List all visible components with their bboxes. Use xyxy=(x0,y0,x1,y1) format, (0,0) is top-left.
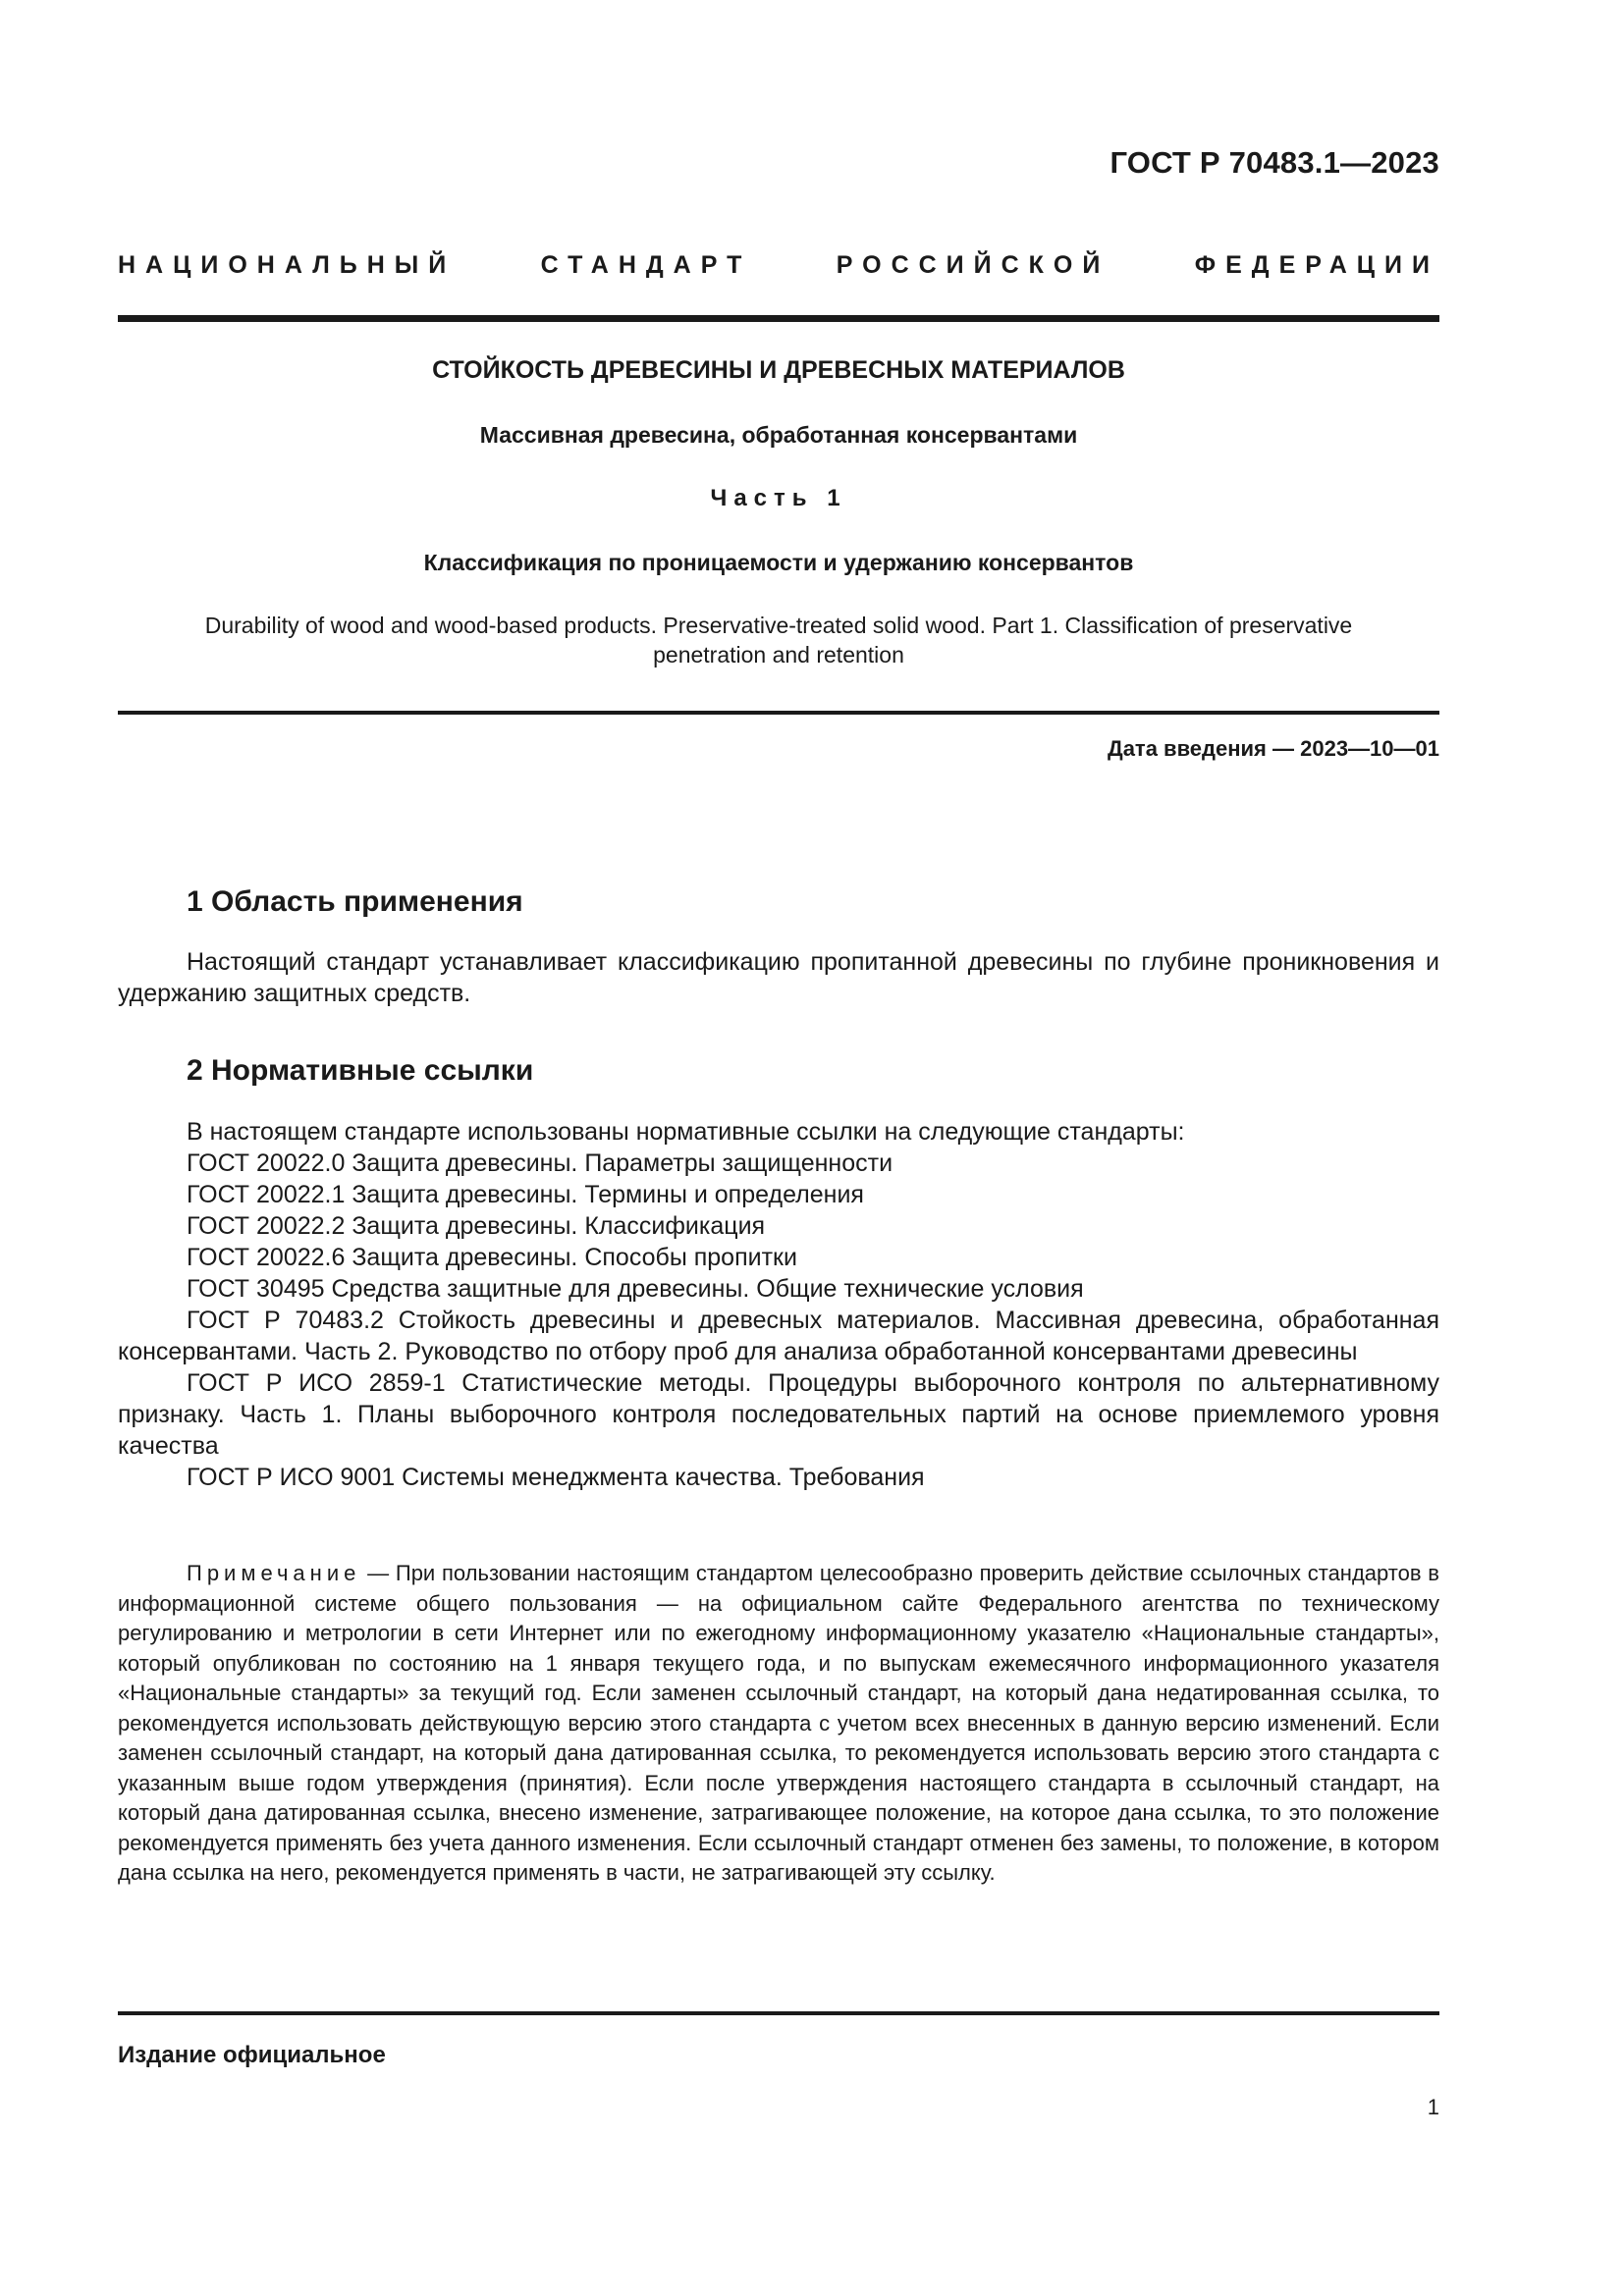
section-1-text: Настоящий стандарт устанавливает классификацию пропитанной древесины по глубине проникновения и удержанию защитных средств. xyxy=(118,948,1439,1007)
reference-item: ГОСТ 20022.2 Защита древесины. Классификация xyxy=(187,1212,766,1240)
reference-item: ГОСТ Р ИСО 9001 Системы менеджмента качества. Требования xyxy=(187,1464,925,1491)
official-edition: Издание официальное xyxy=(118,2042,386,2068)
note-text: — При пользовании настоящим стандартом целесообразно проверить действие ссылочных стандартов в информационной системе общего пользования — на официальном сайте Федерального агентства по техническому регулированию и метрологии в сети Интернет или по ежегодному информационному указателю «Национальные стандарты», который опубликован по состоянию на 1 января текущего года, и по выпускам ежемесячного информационного указателя «Национальные стандарты» за текущий год. Если заменен ссылочный стандарт, на который дана недатированная ссылка, то рекомендуется использовать действующую версию этого стандарта с учетом всех внесенных в данную версию изменений. Если заменен ссылочный стандарт, на который дана датированная ссылка, то рекомендуется использовать версию этого стандарта с указанным выше годом утверждения (принятия). Если после утверждения настоящего стандарта в ссылочный стандарт, на который дана датированная ссылка, внесено изменение, затрагивающее положение, на которое дана ссылка, то это положение рекомендуется применять без учета данного изменения. Если ссылочный стандарт отменен без замены, то положение, в котором дана ссылка на него, рекомендуется применять в части, не затрагивающей эту ссылку. xyxy=(118,1561,1439,1885)
title-rule xyxy=(118,711,1439,715)
title-subtitle: Массивная древесина, обработанная консервантами xyxy=(479,422,1078,448)
reference-item: ГОСТ Р 70483.2 Стойкость древесины и древесных материалов. Массивная древесина, обработанная консервантами. Часть 2. Руководство по отбору проб для анализа обработанной консервантами древесины xyxy=(118,1307,1439,1365)
national-standard-header: НАЦИОНАЛЬНЫЙ СТАНДАРТ РОССИЙСКОЙ ФЕДЕРАЦИИ xyxy=(118,251,1439,279)
title-part: Часть 1 xyxy=(710,485,847,511)
footer-rule xyxy=(118,2011,1439,2015)
reference-item: ГОСТ Р ИСО 2859-1 Статистические методы. Процедуры выборочного контроля по альтернативному признаку. Часть 1. Планы выборочного контроля последовательных партий на основе приемлемого уровня качества xyxy=(118,1369,1439,1460)
header-rule xyxy=(118,315,1439,322)
references-note xyxy=(118,1559,1439,1889)
title-main: СТОЙКОСТЬ ДРЕВЕСИНЫ И ДРЕВЕСНЫХ МАТЕРИАЛОВ xyxy=(432,356,1125,384)
document-code: ГОСТ Р 70483.1—2023 xyxy=(1110,145,1439,180)
references-intro: В настоящем стандарте использованы нормативные ссылки на следующие стандарты: xyxy=(187,1118,1185,1146)
title-classification: Классификация по проницаемости и удержанию консервантов xyxy=(423,550,1134,575)
reference-item: ГОСТ 20022.1 Защита древесины. Термины и определения xyxy=(187,1181,864,1208)
page-number: 1 xyxy=(1427,2095,1439,2119)
note-label: Примечание xyxy=(187,1561,361,1585)
title-english: Durability of wood and wood-based products. Preservative-treated solid wood. Part 1. Classification of preservative penetration and retention xyxy=(204,613,1353,667)
reference-item: ГОСТ 30495 Средства защитные для древесины. Общие технические условия xyxy=(187,1275,1084,1303)
reference-item: ГОСТ 20022.6 Защита древесины. Способы пропитки xyxy=(187,1244,797,1271)
section-1-title: 1 Область применения xyxy=(187,885,523,918)
section-2-title: 2 Нормативные ссылки xyxy=(187,1054,534,1087)
references-block xyxy=(118,1116,1439,1493)
introduction-date: Дата введения — 2023—10—01 xyxy=(1108,736,1439,761)
reference-item: ГОСТ 20022.0 Защита древесины. Параметры защищенности xyxy=(187,1149,893,1177)
document-page xyxy=(118,0,1439,2296)
